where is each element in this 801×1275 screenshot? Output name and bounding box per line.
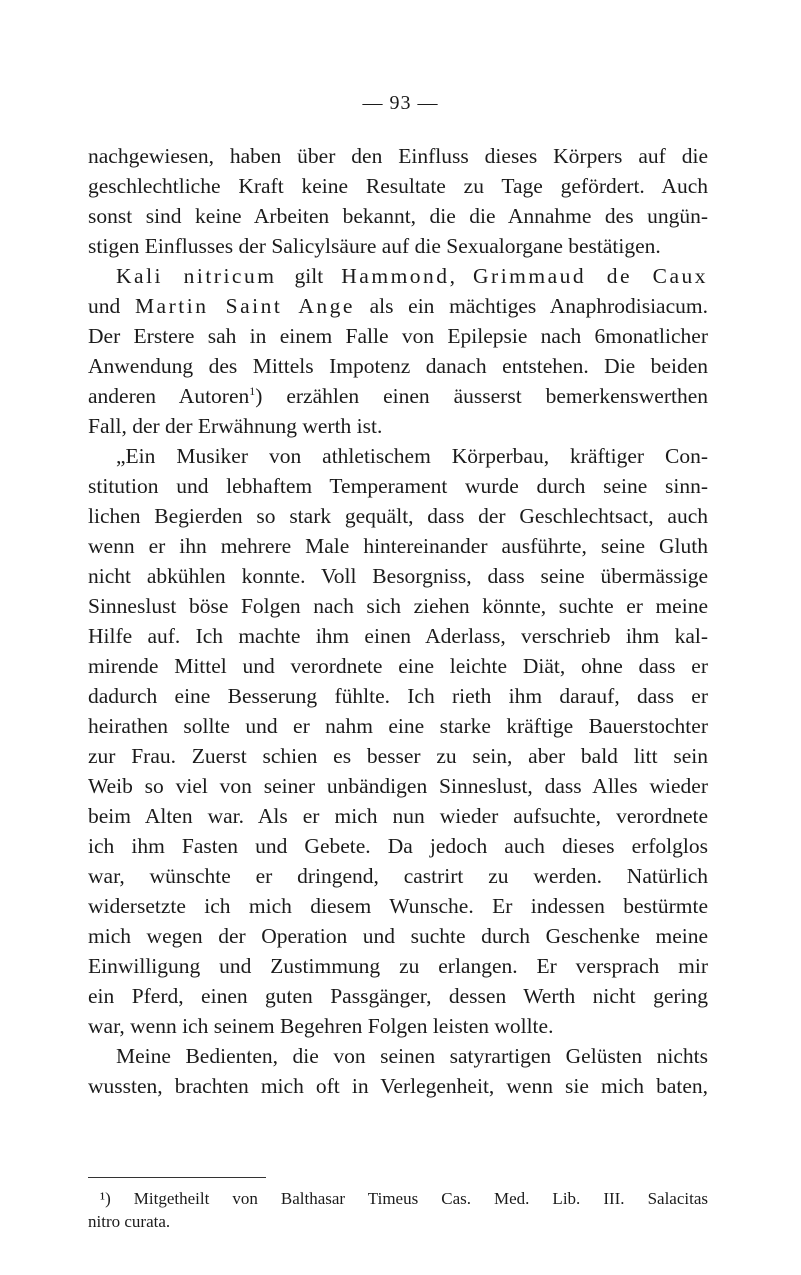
text-line: Anwendung des Mittels Impotenz danach entstehen. Die beiden	[88, 354, 708, 378]
footnote-line: nitro curata.	[88, 1212, 171, 1231]
text-line: Meine Bedienten, die von seinen satyrartigen Gelüsten nichts	[116, 1044, 708, 1068]
page-number: — 93 —	[362, 92, 439, 114]
text-line: war, wünschte er dringend, castrirt zu werden. Natürlich	[88, 864, 708, 888]
text-line: Kali nitricum gilt Hammond, Grimmaud de Caux	[116, 264, 708, 288]
text-line: Weib so viel von seiner unbändigen Sinneslust, dass Alles wieder	[88, 774, 708, 798]
footnote-marker: ¹)	[100, 1189, 111, 1208]
text-line: wussten, brachten mich oft in Verlegenheit, wenn sie mich baten,	[88, 1074, 708, 1098]
author-name: Grimmaud de Caux	[473, 264, 708, 288]
footnote-marker: 1	[249, 383, 256, 398]
text-line: Einwilligung und Zustimmung zu erlangen. Er versprach mir	[88, 954, 708, 978]
drug-name: Kali nitricum	[116, 264, 277, 288]
text-line: zur Frau. Zuerst schien es besser zu sein, aber bald litt sein	[88, 744, 708, 768]
footnote-line: ¹) Mitgetheilt von Balthasar Timeus Cas. Med. Lib. III. Salacitas	[100, 1189, 708, 1208]
text-line: war, wenn ich seinem Begehren Folgen leisten wollte.	[88, 1014, 554, 1038]
text-line: stitution und lebhaftem Temperament wurde durch seine sinn-	[88, 474, 708, 498]
text-line: Der Erstere sah in einem Falle von Epilepsie nach 6monatlicher	[88, 324, 708, 348]
text-line: geschlechtliche Kraft keine Resultate zu Tage gefördert. Auch	[88, 174, 708, 198]
text-line: wenn er ihn mehrere Male hintereinander ausführte, seine Gluth	[88, 534, 708, 558]
text-line: „Ein Musiker von athletischem Körperbau, kräftiger Con-	[116, 444, 708, 468]
text-line: ich ihm Fasten und Gebete. Da jedoch auch dieses erfolglos	[88, 834, 708, 858]
text-line: heirathen sollte und er nahm eine starke kräftige Bauerstochter	[88, 714, 708, 738]
footnote-rule	[88, 1177, 266, 1178]
text-line: nicht abkühlen konnte. Voll Besorgniss, dass seine übermässige	[88, 564, 708, 588]
text-line: ein Pferd, einen guten Passgänger, dessen Werth nicht gering	[88, 984, 708, 1008]
text-line: widersetzte ich mich diesem Wunsche. Er indessen bestürmte	[88, 894, 708, 918]
text-line: sonst sind keine Arbeiten bekannt, die die Annahme des ungün-	[88, 204, 708, 228]
text-line: beim Alten war. Als er mich nun wieder aufsuchte, verordnete	[88, 804, 708, 828]
text-line: mich wegen der Operation und suchte durch Geschenke meine	[88, 924, 708, 948]
text-line: Hilfe auf. Ich machte ihm einen Aderlass, verschrieb ihm kal-	[88, 624, 708, 648]
text-line: Fall, der der Erwähnung werth ist.	[88, 414, 383, 438]
text-line: und Martin Saint Ange als ein mächtiges Anaphrodisiacum.	[88, 294, 708, 318]
text-line: stigen Einflusses der Salicylsäure auf die Sexualorgane bestätigen.	[88, 234, 661, 258]
author-name: Martin Saint Ange	[134, 294, 355, 318]
author-name: Hammond	[341, 264, 450, 288]
text-line: Sinneslust böse Folgen nach sich ziehen könnte, suchte er meine	[88, 594, 708, 618]
text-line: lichen Begierden so stark gequält, dass der Geschlechtsact, auch	[88, 504, 708, 528]
text-line: anderen Autoren$^1$) erzählen einen äusserst bemerkenswerthen	[88, 383, 708, 408]
text-line: mirende Mittel und verordnete eine leichte Diät, ohne dass er	[88, 654, 708, 678]
text-line: nachgewiesen, haben über den Einfluss dieses Körpers auf die	[88, 144, 708, 168]
text-line: dadurch eine Besserung fühlte. Ich rieth ihm darauf, dass er	[88, 684, 708, 708]
